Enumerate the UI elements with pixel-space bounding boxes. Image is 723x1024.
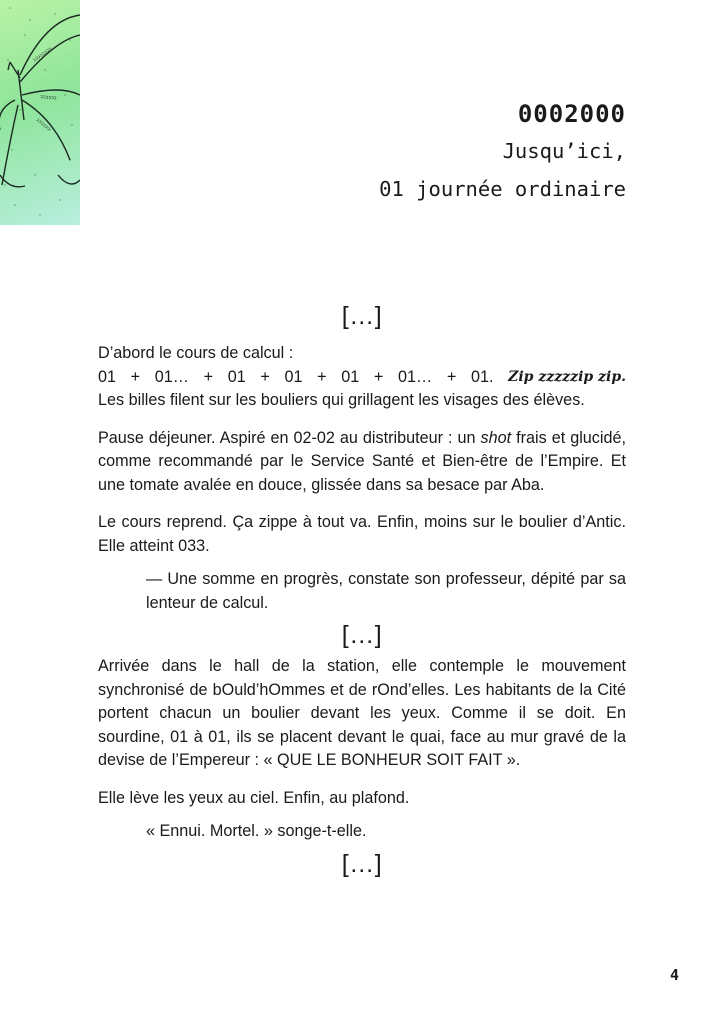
paragraph-2-part-b: frais et glucidé, comme recommandé par le Service Santé et Bien-être de l’Empire. Et une tomate avalée en douce, glissée dans sa besace par Aba. xyxy=(98,428,626,494)
chapter-title xyxy=(379,132,626,208)
math-op: + xyxy=(260,367,270,386)
math-op: + xyxy=(446,367,457,386)
dialogue-2: « Ennui. Mortel. » songe-t-elle. xyxy=(146,822,367,840)
math-term: 01 xyxy=(341,367,360,386)
section-separator: […] xyxy=(341,302,383,330)
paragraph-3: Le cours reprend. Ça zippe à tout va. Enfin, moins sur le boulier d’Antic. Elle atteint 033. xyxy=(98,513,626,555)
math-term: 01. xyxy=(470,367,494,386)
math-op: + xyxy=(373,367,384,386)
dialogue-1: — Une somme en progrès, constate son professeur, dépité par sa lenteur de calcul. xyxy=(146,570,626,612)
paragraph-2-emphasis: shot xyxy=(480,428,512,447)
section-separator: […] xyxy=(341,849,383,878)
math-term: 01… xyxy=(398,367,433,386)
paragraph-2-part-a: Pause déjeuner. Aspiré en 02-02 au distributeur : un xyxy=(98,428,481,447)
paragraph-4: Arrivée dans le hall de la station, elle contemple le mouvement synchronisé de bOuld’hOmmes et de rOnd’elles. Les habitants de la Cité portent chacun un boulier devant les yeux. Comme il se doit. En sourdine, 01 à 01, ils se placent devant le quai, face au mur gravé de la devise de l’Empereur : « QUE LE BONHEUR SOIT FAIT ». xyxy=(98,657,626,769)
math-term: 01… xyxy=(154,367,189,386)
calculation-line xyxy=(98,366,626,390)
paragraph-5: Elle lève les yeux au ciel. Enfin, au plafond. xyxy=(98,788,410,807)
svg-text:ɔɔɔɔɔɔ: ɔɔɔɔɔɔ xyxy=(34,116,52,133)
chapter-header xyxy=(379,100,626,208)
corner-illustration xyxy=(0,0,80,225)
svg-text:ɔɔɔɔɔɔɔɔ: ɔɔɔɔɔɔɔɔ xyxy=(31,46,54,64)
paragraph-1 xyxy=(98,342,626,413)
chapter-title-line-1: Jusqu’ici, xyxy=(502,139,626,163)
paragraph-1-line-1: D’abord le cours de calcul : xyxy=(98,344,294,362)
math-op: + xyxy=(130,367,141,386)
math-term: 01 xyxy=(227,367,246,386)
math-op: + xyxy=(317,367,327,386)
section-separator: […] xyxy=(341,621,383,649)
body-text xyxy=(98,296,626,884)
dragonfly-illustration xyxy=(0,0,80,225)
chapter-number: 0002000 xyxy=(517,100,626,128)
math-term: 01 xyxy=(98,367,117,386)
chapter-title-line-2: 01 journée ordinaire xyxy=(379,177,626,201)
math-term: 01 xyxy=(284,367,303,386)
page-number: 4 xyxy=(669,966,679,984)
paragraph-1-line-3: Les billes filent sur les bouliers qui grillagent les visages des élèves. xyxy=(98,391,585,409)
paragraph-2 xyxy=(98,427,626,498)
math-op: + xyxy=(203,367,214,386)
svg-text:ɔɔɔɔɔɔ: ɔɔɔɔɔɔ xyxy=(39,94,57,102)
sound-effect: Zip zzzzzip zip. xyxy=(508,368,626,385)
